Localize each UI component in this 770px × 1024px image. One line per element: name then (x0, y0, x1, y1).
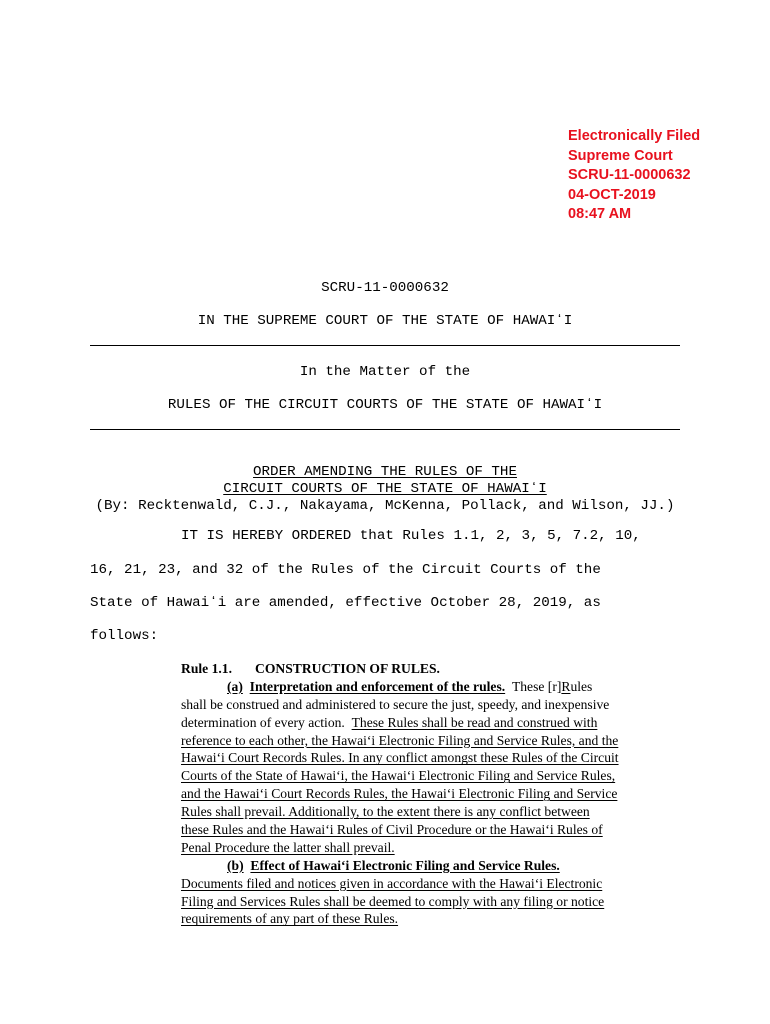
order-title-text: ORDER AMENDING THE RULES OF THE (253, 464, 517, 480)
subsection-title: Effect of Hawaiʻi Electronic Filing and Service Rules. (250, 857, 560, 873)
matter-line: In the Matter of the (299, 364, 471, 380)
rule-number: Rule 1.1. (181, 661, 232, 676)
order-body-line: follows: (90, 628, 159, 644)
order-body-line: 16, 21, 23, and 32 of the Rules of the Circuit Courts of the (90, 562, 601, 578)
rule-text-line (181, 714, 641, 732)
rule-text-line: requirements of any part of these Rules. (181, 911, 399, 927)
subsection-title: Interpretation and enforcement of the rules. (249, 678, 506, 694)
rule-text-line: Documents filed and notices given in accordance with the Hawaiʻi Electronic (181, 875, 603, 891)
text-plain: ules (570, 678, 593, 694)
rule-text-line: these Rules and the Hawaiʻi Rules of Civil Procedure or the Hawaiʻi Rules of (181, 822, 603, 838)
rule-text-line: and the Hawaiʻi Court Records Rules, the Hawaiʻi Electronic Filing and Service (181, 786, 618, 802)
stamp-line: Supreme Court (568, 147, 673, 164)
subsection-b-line (181, 857, 641, 875)
filing-stamp (568, 127, 700, 225)
court-name: IN THE SUPREME COURT OF THE STATE OF HAWAIʻI (197, 313, 573, 329)
matter-subject: RULES OF THE CIRCUIT COURTS OF THE STATE OF HAWAIʻI (167, 397, 603, 413)
divider (90, 345, 680, 346)
rule-text-line: shall be construed and administered to secure the just, speedy, and inexpensive (181, 696, 610, 712)
rule-text-line: Rules shall prevail. Additionally, to the extent there is any conflict between (181, 804, 590, 820)
text-plain: These [r] (511, 678, 562, 694)
subsection-a-line (181, 678, 641, 696)
text-plain: determination of every action. (181, 714, 345, 730)
rule-text-line: Hawaiʻi Court Records Rules. In any conflict amongst these Rules of the Circuit (181, 750, 619, 766)
order-body-line: State of Hawaiʻi are amended, effective October 28, 2019, as (90, 595, 601, 611)
order-title-line2 (0, 481, 770, 497)
divider (90, 429, 680, 430)
rule-1-1 (181, 660, 641, 928)
order-title-line1 (0, 464, 770, 480)
stamp-line: Electronically Filed (568, 128, 701, 144)
subsection-label: (a) (227, 678, 243, 694)
order-title-text: CIRCUIT COURTS OF THE STATE OF HAWAIʻI (223, 481, 547, 497)
rule-title: CONSTRUCTION OF RULES. (255, 661, 440, 676)
text-inserted: R (561, 678, 571, 694)
stamp-line: SCRU-11-0000632 (568, 167, 691, 183)
rule-text-line: Filing and Services Rules shall be deemed to comply with any filing or notice (181, 893, 605, 909)
text-inserted: These Rules shall be read and construed with (351, 714, 598, 730)
subsection-label: (b) (227, 857, 244, 873)
stamp-line: 08:47 AM (568, 206, 632, 222)
rule-text-line: Courts of the State of Hawaiʻi, the Hawaiʻi Electronic Filing and Service Rules, (181, 768, 616, 784)
rule-text-line: reference to each other, the Hawaiʻi Electronic Filing and Service Rules, and the (181, 732, 619, 748)
rule-heading (181, 660, 641, 678)
docket-number: SCRU-11-0000632 (321, 280, 449, 296)
order-body-line: IT IS HEREBY ORDERED that Rules 1.1, 2, 3, 5, 7.2, 10, (181, 528, 641, 544)
stamp-line: 04-OCT-2019 (568, 186, 656, 203)
rule-text-line: Penal Procedure the latter shall prevail. (181, 839, 395, 855)
judges-line: (By: Recktenwald, C.J., Nakayama, McKenna, Pollack, and Wilson, JJ.) (95, 498, 675, 514)
